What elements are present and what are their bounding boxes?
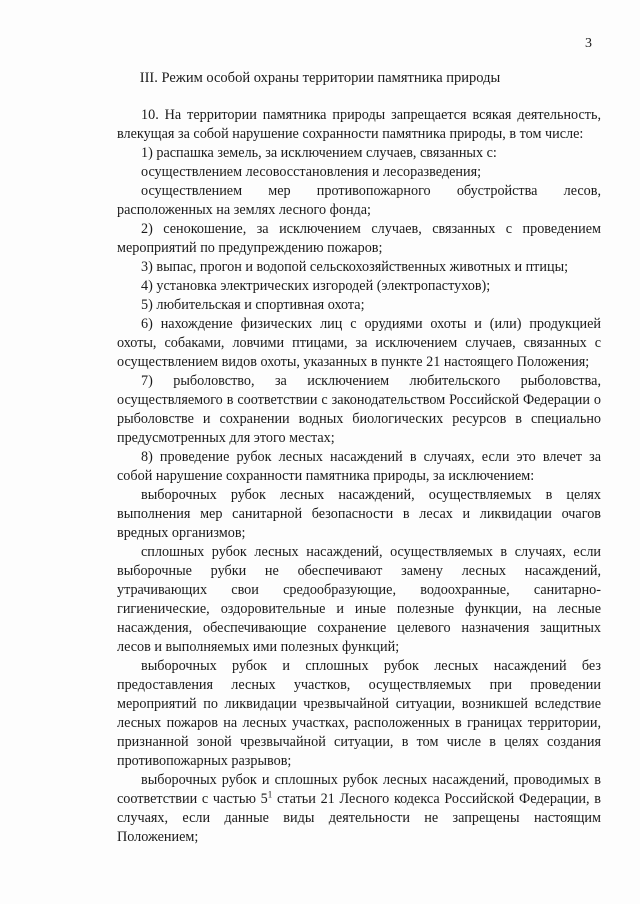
paragraph-item-6: 6) нахождение физических лиц с орудиями охоты и (или) продукцией охоты, собаками, ловчими птицами, за исключением случаев, связанных с осуществлением видов охоты, указанных в пункте 21 настоящего Положения; bbox=[117, 316, 601, 370]
paragraph-item-2: 2) сенокошение, за исключением случаев, связанных с проведением мероприятий по предупреждению пожаров; bbox=[117, 221, 601, 256]
paragraph-item-8: 8) проведение рубок лесных насаждений в случаях, если это влечет за собой нарушение сохранности памятника природы, за исключением: bbox=[117, 449, 601, 484]
paragraph-item-8-sub-1: выборочных рубок лесных насаждений, осуществляемых в целях выполнения мер санитарной безопасности в лесах и ликвидации очагов вредных организмов; bbox=[117, 487, 601, 541]
page-number: 3 bbox=[585, 36, 592, 51]
section-heading: III. Режим особой охраны территории памятника природы bbox=[139, 70, 501, 86]
paragraph-item-8-sub-4 bbox=[117, 771, 601, 847]
paragraph-item-7: 7) рыболовство, за исключением любительского рыболовства, осуществляемого в соответствии с законодательством Российской Федерации о рыболовстве и сохранении водных биологических ресурсов в специально предусмотренных для этого местах; bbox=[117, 373, 601, 446]
paragraph-item-8-sub-4-after: статьи 21 Лесного кодекса Российской Федерации, в случаях, если данные виды деятельности не запрещены настоящим Положением; bbox=[117, 791, 601, 845]
paragraph-item-3: 3) выпас, прогон и водопой сельскохозяйственных животных и птицы; bbox=[141, 259, 569, 275]
paragraph-item-1-sub-1: осуществлением лесовосстановления и лесоразведения; bbox=[141, 164, 482, 180]
paragraph-10-intro: 10. На территории памятника природы запрещается всякая деятельность, влекущая за собой нарушение сохранности памятника природы, в том числе: bbox=[117, 107, 601, 142]
paragraph-item-5: 5) любительская и спортивная охота; bbox=[141, 297, 365, 313]
paragraph-item-4: 4) установка электрических изгородей (электропастухов); bbox=[141, 278, 491, 294]
paragraph-item-1-sub-2: осуществлением мер противопожарного обустройства лесов, расположенных на землях лесного фонда; bbox=[117, 183, 601, 218]
paragraph-item-8-sub-2: сплошных рубок лесных насаждений, осуществляемых в случаях, если выборочные рубки не обеспечивают замену лесных насаждений, утрачивающих свои средообразующие, водоохранные, санитарно-гигиенические, оздоровительные и иные полезные функции, на лесные насаждения, обеспечивающие сохранение целевого назначения защитных лесов и выполняемых ими полезных функций; bbox=[117, 544, 601, 655]
superscript: 1 bbox=[267, 789, 273, 800]
paragraph-item-8-sub-3: выборочных рубок и сплошных рубок лесных насаждений без предоставления лесных участков, осуществляемых при проведении мероприятий по ликвидации чрезвычайной ситуации, возникшей вследствие лесных пожаров на лесных участках, расположенных в границах территории, признанной зоной чрезвычайной ситуации, в том числе в целях создания противопожарных разрывов; bbox=[117, 658, 601, 769]
paragraph-item-8-sub-4-before: выборочных рубок и сплошных рубок лесных насаждений, проводимых в соответствии с частью 5 bbox=[117, 772, 601, 807]
body-text bbox=[117, 106, 601, 847]
paragraph-item-1: 1) распашка земель, за исключением случаев, связанных с: bbox=[141, 145, 497, 161]
